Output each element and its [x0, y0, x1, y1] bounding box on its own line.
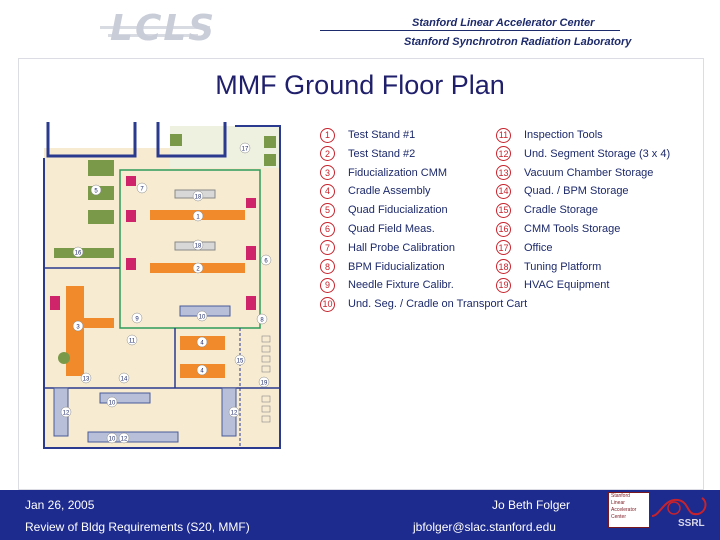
legend-number: 12 — [496, 146, 511, 161]
legend-label: Quad Field Meas. — [348, 223, 435, 235]
legend-label: BPM Fiducialization — [348, 260, 445, 273]
legend-label: Hall Probe Calibration — [348, 241, 455, 254]
legend-number: 10 — [320, 297, 335, 312]
legend-item — [496, 276, 609, 294]
plan-marker-label: 18 — [194, 194, 202, 201]
floor-plan — [40, 118, 285, 456]
plan-marker-label: 1 — [196, 214, 200, 221]
equipment-magenta — [246, 198, 256, 208]
legend-number: 4 — [320, 184, 335, 199]
plan-marker-label: 16 — [74, 250, 82, 257]
legend-number: 17 — [496, 240, 511, 255]
equipment-block — [264, 136, 276, 148]
equipment-block — [54, 248, 114, 258]
legend-number: 15 — [496, 203, 511, 218]
legend-label: Tuning Platform — [524, 260, 602, 273]
legend-label: Quad Fiducialization — [348, 204, 448, 217]
slide-footer — [0, 490, 720, 540]
plan-marker-label: 7 — [140, 186, 144, 193]
equipment-block — [170, 134, 182, 146]
org-name-slac: Stanford Linear Accelerator Center — [412, 17, 595, 29]
slac-logo-line: Center — [611, 514, 627, 520]
floor-plan-legend — [318, 126, 718, 316]
author-email: jbfolger@slac.stanford.edu — [413, 520, 556, 534]
legend-label: Office — [524, 241, 553, 254]
plan-marker-label: 5 — [94, 188, 98, 195]
legend-label: Fiducialization CMM — [348, 166, 448, 179]
legend-number: 16 — [496, 222, 511, 237]
fiducialization-cmm — [66, 286, 84, 376]
legend-item — [320, 145, 415, 163]
plan-marker-label: 4 — [200, 340, 204, 347]
legend-label: Und. Seg. / Cradle on Transport Cart — [348, 298, 528, 311]
legend-item — [320, 295, 527, 313]
legend-item — [496, 145, 670, 163]
slide-header — [0, 0, 720, 56]
legend-label: Test Stand #2 — [348, 147, 416, 160]
plan-marker-label: 11 — [128, 338, 136, 345]
plan-marker-label: 12 — [120, 436, 128, 443]
legend-item — [496, 201, 598, 219]
slac-logo — [608, 492, 650, 528]
plan-marker-label: 18 — [194, 243, 202, 250]
legend-number: 1 — [320, 128, 335, 143]
presentation-date: Jan 26, 2005 — [25, 498, 95, 512]
equipment-block — [88, 210, 114, 224]
legend-number: 11 — [496, 128, 511, 143]
legend-number: 8 — [320, 259, 335, 274]
legend-item — [320, 201, 448, 219]
legend-item — [320, 220, 435, 238]
plan-marker-label: 8 — [260, 317, 264, 324]
plan-marker-label: 3 — [76, 324, 80, 331]
legend-number: 7 — [320, 240, 335, 255]
lcls-logo — [100, 8, 310, 48]
legend-label: Cradle Assembly — [348, 185, 431, 198]
plan-marker-label: 12 — [230, 410, 238, 417]
legend-number: 19 — [496, 278, 511, 293]
equipment-magenta — [50, 296, 60, 310]
legend-label: CMM Tools Storage — [524, 223, 621, 235]
lcls-logo-text: LCLS — [110, 8, 217, 49]
legend-item — [320, 182, 431, 200]
legend-number: 2 — [320, 146, 335, 161]
equipment-magenta — [246, 246, 256, 260]
legend-item — [496, 220, 620, 238]
plan-marker-label: 13 — [82, 376, 90, 383]
cmm-arm — [84, 318, 114, 328]
slac-ssrl-logo — [606, 490, 714, 538]
undulator-storage — [88, 432, 178, 442]
equipment-magenta — [246, 296, 256, 310]
plan-marker-label: 2 — [196, 266, 200, 273]
plan-marker-label: 9 — [135, 316, 139, 323]
author-name: Jo Beth Folger — [492, 498, 571, 512]
plan-marker-label: 10 — [108, 436, 116, 443]
legend-item — [320, 258, 445, 276]
equipment-magenta — [126, 258, 136, 270]
slac-logo-line: Stanford — [611, 493, 630, 499]
legend-number: 3 — [320, 165, 335, 180]
legend-label: Und. Segment Storage (3 x 4) — [524, 147, 671, 160]
legend-label: Test Stand #1 — [348, 129, 416, 141]
legend-item — [496, 164, 653, 182]
legend-item — [496, 258, 601, 276]
equipment-block — [264, 154, 276, 166]
legend-number: 14 — [496, 184, 511, 199]
plan-marker-label: 15 — [236, 358, 244, 365]
legend-item — [320, 164, 447, 182]
presentation-subtitle: Review of Bldg Requirements (S20, MMF) — [25, 520, 250, 534]
legend-number: 5 — [320, 203, 335, 218]
legend-number: 18 — [496, 259, 511, 274]
legend-label: Inspection Tools — [524, 129, 603, 141]
header-rule — [320, 30, 620, 31]
plan-marker-label: 10 — [108, 400, 116, 407]
ssrl-logo-text: SSRL — [678, 518, 705, 529]
legend-item — [320, 126, 415, 144]
plan-marker-label: 14 — [120, 376, 128, 383]
slac-logo-line: Linear — [611, 500, 625, 506]
equipment-magenta — [126, 210, 136, 222]
equipment-magenta — [126, 176, 136, 186]
equipment-block — [88, 160, 114, 176]
legend-item — [496, 126, 603, 144]
legend-label: Vacuum Chamber Storage — [524, 166, 654, 179]
plan-marker-label: 6 — [264, 258, 268, 265]
legend-label: HVAC Equipment — [524, 279, 610, 292]
slac-logo-line: Accelerator — [611, 507, 637, 513]
plan-marker-label: 4 — [200, 368, 204, 375]
cmm-tool — [58, 352, 70, 364]
legend-item — [320, 239, 455, 257]
plan-marker-label: 10 — [198, 314, 206, 321]
legend-label: Quad. / BPM Storage — [524, 185, 629, 198]
plan-marker-label: 12 — [62, 410, 70, 417]
legend-number: 6 — [320, 222, 335, 237]
legend-item — [320, 276, 454, 294]
plan-marker-label: 19 — [260, 380, 268, 387]
plan-marker-label: 17 — [241, 146, 249, 153]
page-title: MMF Ground Floor Plan — [215, 70, 505, 100]
legend-item — [496, 182, 629, 200]
legend-number: 13 — [496, 165, 511, 180]
legend-label: Needle Fixture Calibr. — [348, 279, 454, 292]
legend-number: 9 — [320, 278, 335, 293]
org-name-ssrl: Stanford Synchrotron Radiation Laboratory — [404, 36, 632, 48]
legend-label: Cradle Storage — [524, 204, 598, 217]
legend-item — [496, 239, 553, 257]
